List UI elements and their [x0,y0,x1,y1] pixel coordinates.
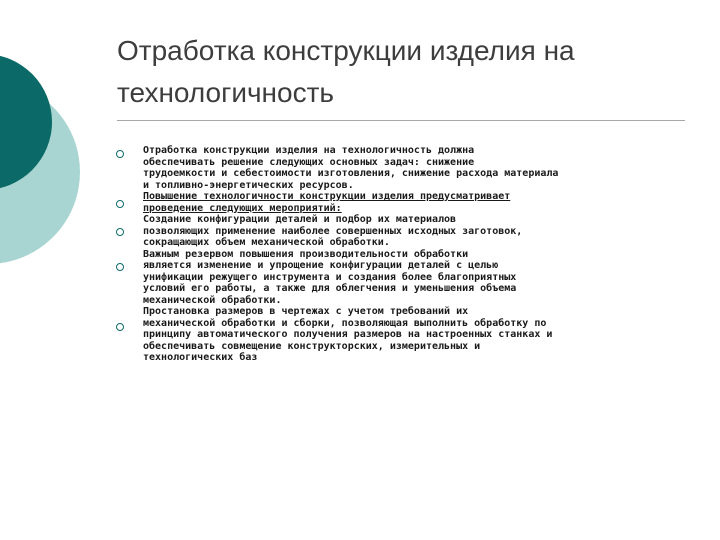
slide-title: Отработка конструкции изделия на технологичность [117,35,575,108]
bullet-item-3: Создание конфигурации деталей и подбор их материалов позволяющих применение наиболее совершенных исходных заготовок, сокращающих объем механической обработки. [143,214,523,248]
bullet-item-1: Отработка конструкции изделия на технологичность должна обеспечивать решение следующих основных задач: снижение трудоемкости и себестоимости изготовления, снижение расхода материала и топливно-энергетических ресурсов. [143,145,559,191]
bullet-item-5: Простановка размеров в чертежах с учетом требований их механической обработки и сборки, позволяющая выполнить обработку по принципу автоматического получения размеров на настроенных станках и обеспечивать совмещение конструкторских, измерительных и технологических баз [143,306,553,363]
decorative-circles [0,0,120,300]
title-divider [117,120,685,121]
bullet-item-4: Важным резервом повышения производительности обработки является изменение и упрощение конфигурации деталей с целью унификации режущего инструмента и создания более благоприятных условий его работы, а также для облегчения и уменьшения объема механической обработки. [143,248,517,306]
slide-content [113,145,693,364]
bullet-item-2: Повышение технологичности конструкции изделия предусматривает проведение следующих мероприятий: [143,191,511,214]
